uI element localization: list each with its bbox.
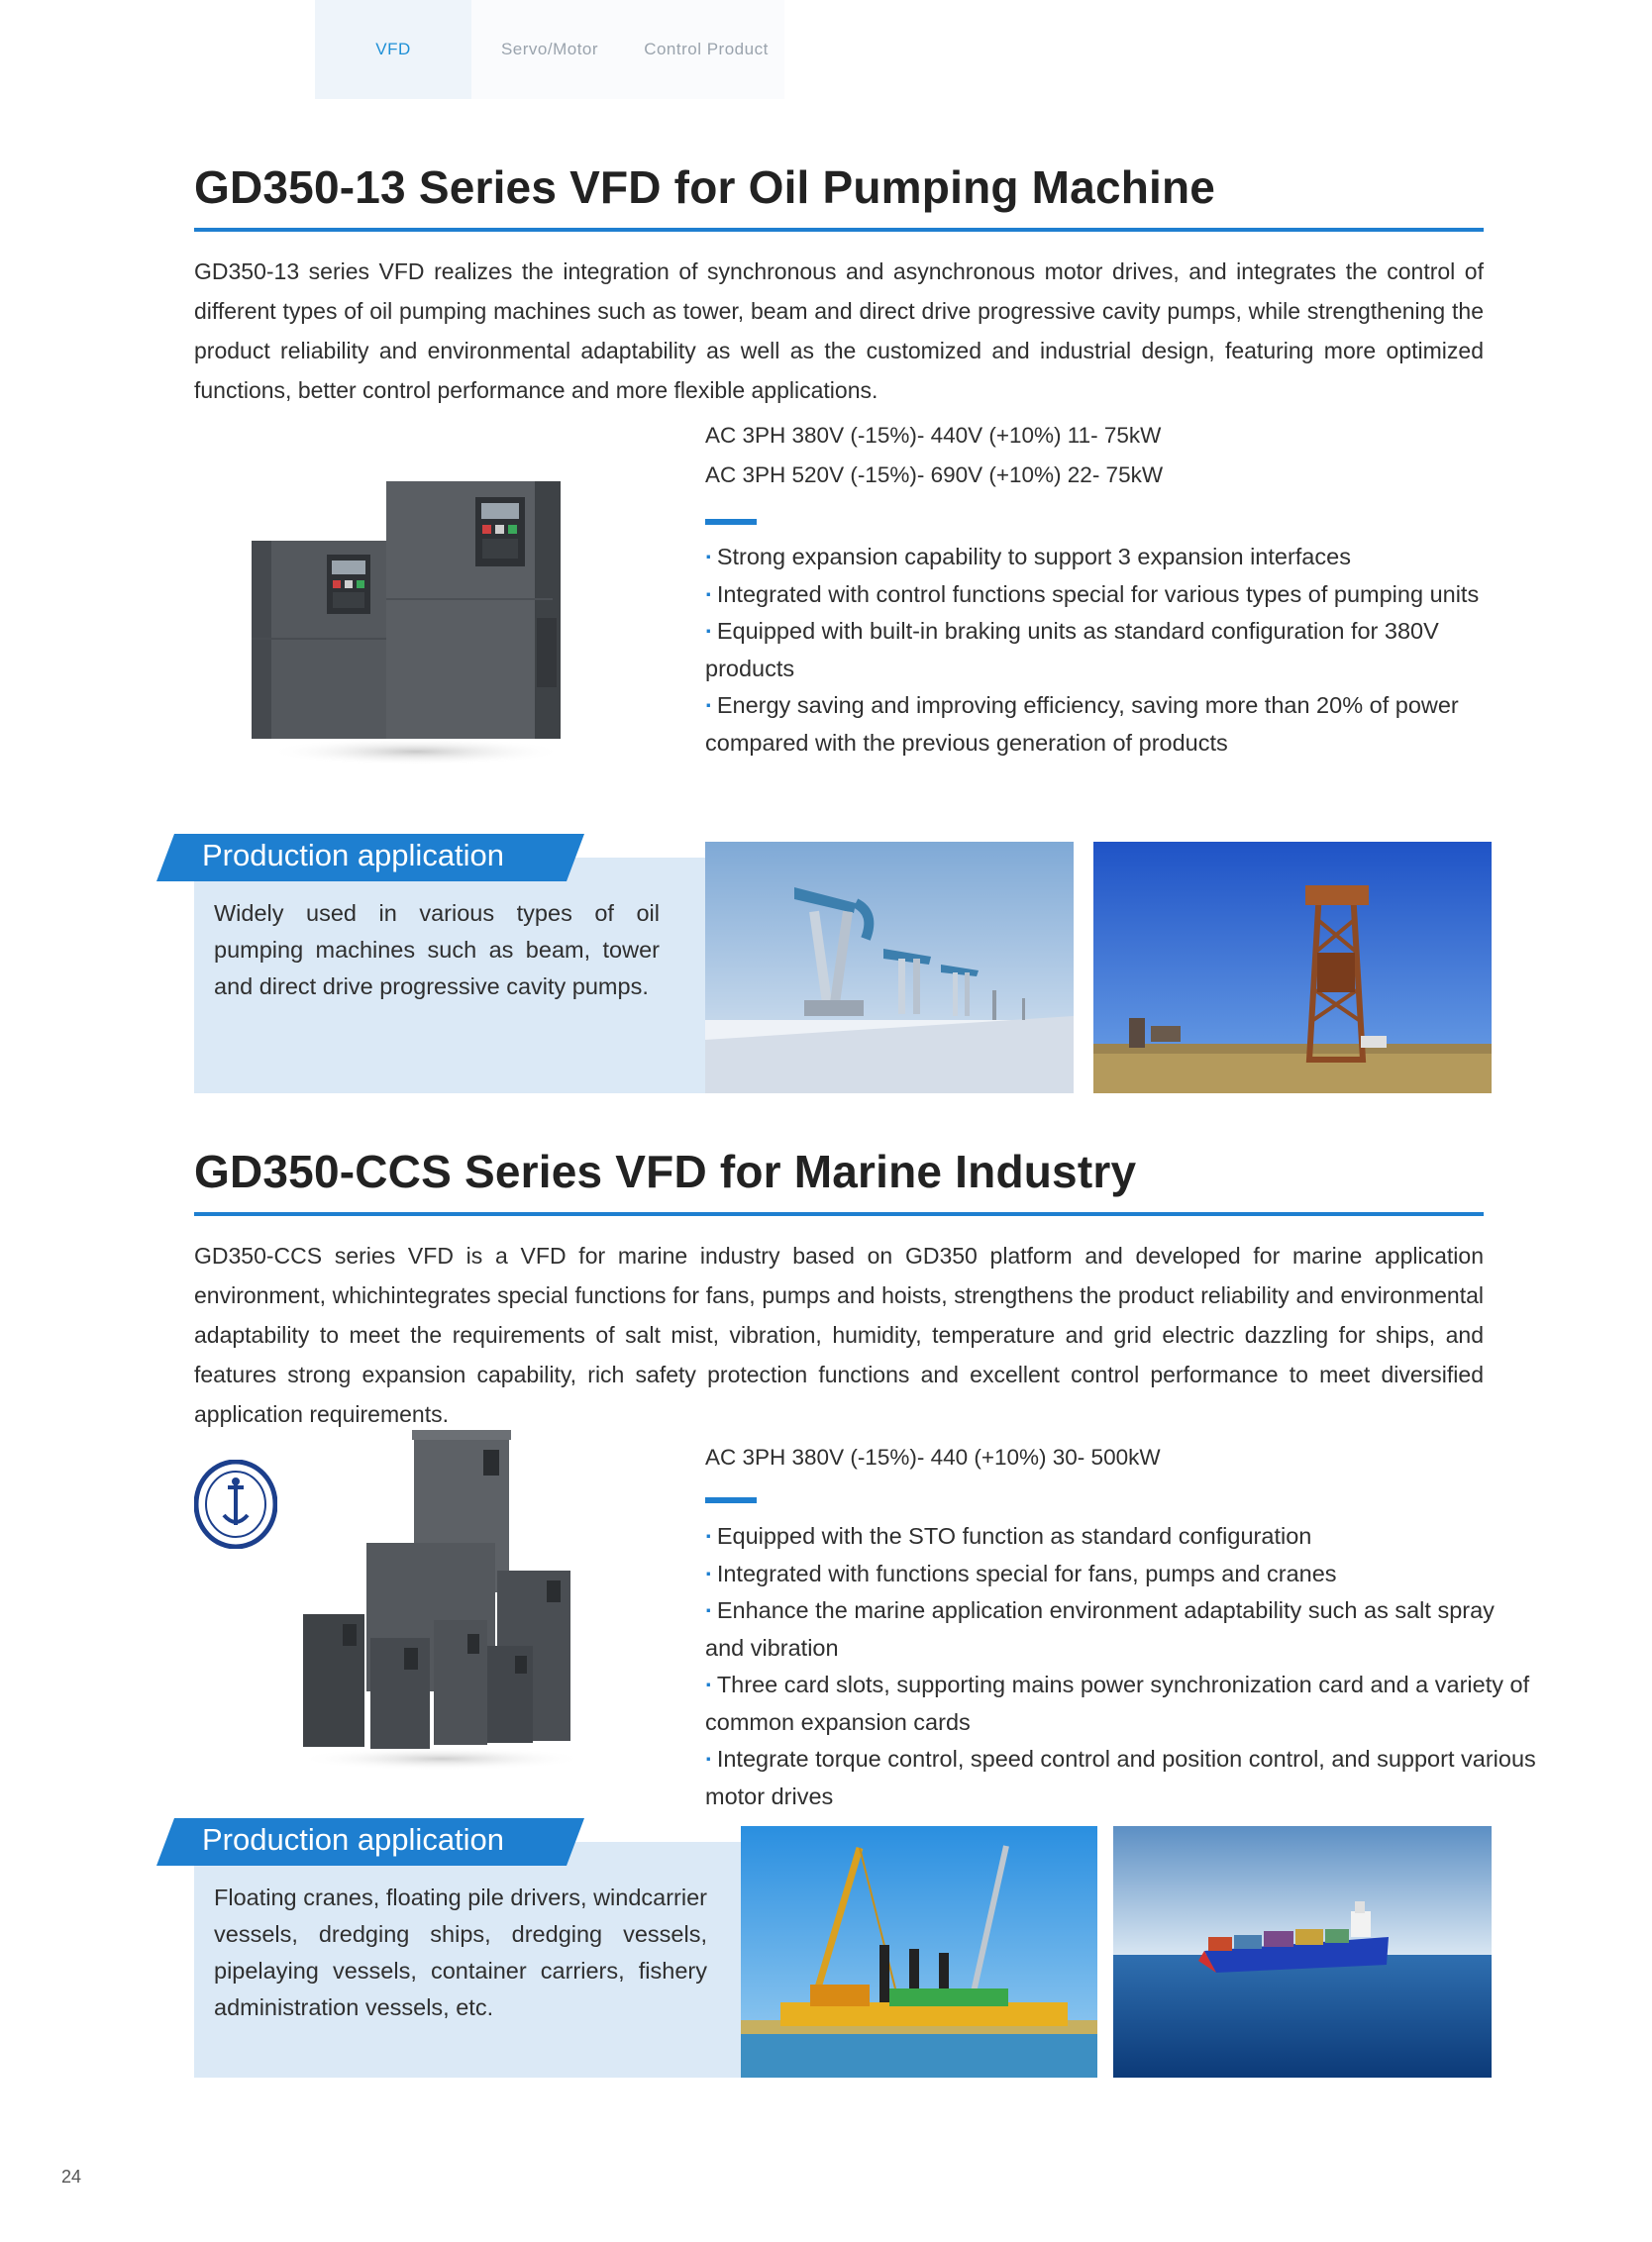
bullet-dot-icon: · [705, 618, 713, 644]
section2-specs [705, 1438, 1161, 1478]
section1-title-rule [194, 228, 1484, 232]
spec-line: AC 3PH 380V (-15%)- 440V (+10%) 11- 75kW [705, 423, 1162, 448]
section1-specs [705, 416, 1163, 495]
floating-crane-photo [741, 1826, 1097, 2078]
feature-item: · Equipped with built-in braking units as standard configuration for 380V products [705, 618, 1439, 681]
bullet-dot-icon: · [705, 580, 713, 607]
feature-item: · Integrated with functions special for fans, pumps and cranes [705, 1560, 1337, 1586]
feature-item: · Integrated with control functions special for various types of pumping units [705, 580, 1480, 607]
spec-accent-bar [705, 1497, 757, 1503]
tab-vfd[interactable]: VFD [315, 0, 471, 99]
feature-item: · Energy saving and improving efficiency, saving more than 20% of power compared with the previous generation of products [705, 692, 1459, 756]
bullet-dot-icon: · [705, 1523, 713, 1549]
product-category-tabs [315, 0, 784, 99]
container-ship-photo [1113, 1826, 1492, 2078]
page-number: 24 [61, 2167, 82, 2187]
feature-item: · Enhance the marine application environment adaptability such as salt spray and vibration [705, 1597, 1495, 1661]
spec-line: AC 3PH 380V (-15%)- 440 (+10%) 30- 500kW [705, 1445, 1161, 1470]
application-heading: Production application [202, 838, 505, 872]
feature-item: · Integrate torque control, speed control and position control, and support various motor drives [705, 1746, 1536, 1809]
section1-title: GD350-13 Series VFD for Oil Pumping Machine [194, 161, 1216, 213]
gd350-13-product-image [248, 469, 584, 766]
application-heading-tab [156, 834, 584, 881]
bullet-dot-icon: · [705, 1560, 713, 1586]
feature-item: · Three card slots, supporting mains power synchronization card and a variety of common expansion cards [705, 1672, 1530, 1735]
ccs-certification-seal [194, 1460, 277, 1549]
gd350-ccs-product-image [293, 1426, 590, 1773]
section2-description: GD350-CCS series VFD is a VFD for marine industry based on GD350 platform and developed for marine application environment, whichintegrates special functions for fans, pumps and hoists, strengthens the product reliability and environmental adaptability to meet the requirements of salt mist, vibration, humidity, temperature and grid electric dazzling for ships, and features strong expansion capability, rich safety protection functions and excellent control performance to meet diversified application requirements. [194, 1243, 1484, 1427]
application-text: Widely used in various types of oil pumping machines such as beam, tower and direct drive progressive cavity pumps. [214, 900, 660, 999]
application-text: Floating cranes, floating pile drivers, windcarrier vessels, dredging ships, dredging vessels, pipelaying vessels, container carriers, fishery administration vessels, etc. [214, 1885, 707, 2020]
tab-control-product[interactable]: Control Product [628, 0, 784, 99]
bullet-dot-icon: · [705, 544, 713, 569]
section2-feature-list [705, 1518, 1577, 1815]
tab-servo-motor[interactable]: Servo/Motor [471, 0, 628, 99]
bullet-dot-icon: · [705, 692, 713, 718]
spec-accent-bar [705, 519, 757, 525]
bullet-dot-icon: · [705, 1597, 713, 1623]
tower-pumping-unit-photo [1093, 842, 1492, 1093]
feature-item: · Equipped with the STO function as standard configuration [705, 1523, 1312, 1549]
oil-pumpjack-photo [705, 842, 1074, 1093]
section2-title: GD350-CCS Series VFD for Marine Industry [194, 1146, 1137, 1197]
application-heading-tab [156, 1818, 584, 1866]
section1-feature-list [705, 539, 1577, 762]
spec-line: AC 3PH 520V (-15%)- 690V (+10%) 22- 75kW [705, 462, 1164, 487]
section2-title-rule [194, 1212, 1484, 1216]
application-heading: Production application [202, 1822, 505, 1857]
section1-description: GD350-13 series VFD realizes the integration of synchronous and asynchronous motor drives, and integrates the control of different types of oil pumping machines such as tower, beam and direct drive progressive cavity pumps, while strengthening the product reliability and environmental adaptability as well as the customized and industrial design, featuring more optimized functions, better control performance and more flexible applications. [194, 258, 1484, 403]
bullet-dot-icon: · [705, 1746, 713, 1772]
bullet-dot-icon: · [705, 1672, 713, 1697]
feature-item: · Strong expansion capability to support 3 expansion interfaces [705, 544, 1351, 569]
